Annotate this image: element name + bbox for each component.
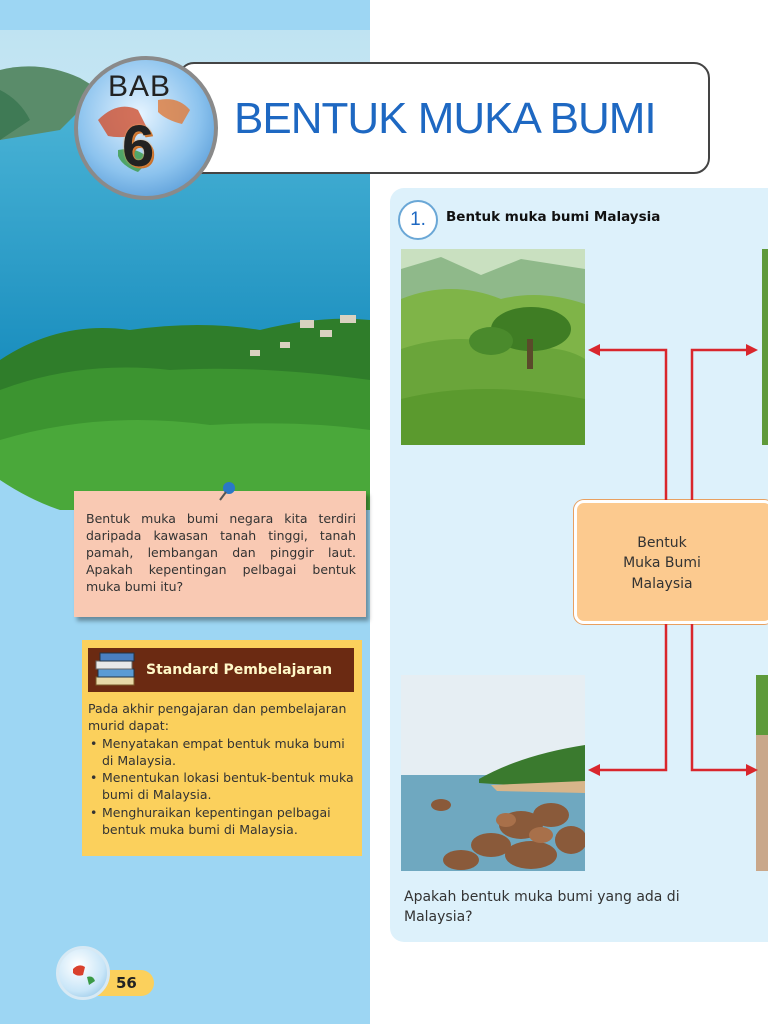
intro-text: Bentuk muka bumi negara kita terdiri daripada kawasan tanah tinggi, tanah pamah, lembangan dan pinggir laut. Apakah kepentingan pelbagai bentuk muka bumi itu? bbox=[86, 511, 356, 594]
books-icon bbox=[94, 651, 138, 689]
highland-photo bbox=[401, 249, 585, 445]
learning-standard-title: Standard Pembelajaran bbox=[146, 662, 333, 678]
chapter-title: BENTUK MUKA BUMI bbox=[234, 94, 656, 143]
center-concept-box bbox=[574, 500, 768, 624]
learning-standard-lead: Pada akhir pengajaran dan pembelajaran murid dapat: bbox=[88, 701, 347, 734]
list-item: • Menentukan lokasi bentuk-bentuk muka bumi di Malaysia. bbox=[88, 769, 354, 804]
list-item: • Menghuraikan kepentingan pelbagai bentuk muka bumi di Malaysia. bbox=[88, 804, 354, 839]
pushpin-icon bbox=[216, 480, 238, 502]
learning-standard-list bbox=[88, 735, 354, 839]
list-item: • Menyatakan empat bentuk muka bumi di Malaysia. bbox=[88, 735, 354, 770]
intro-text-box bbox=[74, 491, 366, 617]
section-number: 1. bbox=[398, 200, 438, 240]
center-label-line: Malaysia bbox=[631, 575, 693, 592]
section-title: Bentuk muka bumi Malaysia bbox=[446, 209, 661, 225]
center-label-line: Muka Bumi bbox=[623, 555, 701, 572]
page-number: 56 bbox=[96, 970, 154, 996]
learning-standard-box bbox=[82, 640, 362, 856]
coastal-photo bbox=[401, 675, 585, 871]
section-question: Apakah bentuk muka bumi yang ada di Malaysia? bbox=[404, 889, 680, 925]
learning-standard-header bbox=[88, 648, 354, 692]
partial-photo-top-right bbox=[762, 249, 768, 445]
globe-icon bbox=[56, 946, 110, 1000]
chapter-number: 6 bbox=[122, 114, 155, 179]
page-number-badge bbox=[56, 946, 156, 1000]
partial-photo-bottom-right bbox=[756, 675, 768, 871]
center-label-line: Bentuk bbox=[637, 535, 687, 551]
chapter-label: BAB bbox=[108, 70, 172, 103]
